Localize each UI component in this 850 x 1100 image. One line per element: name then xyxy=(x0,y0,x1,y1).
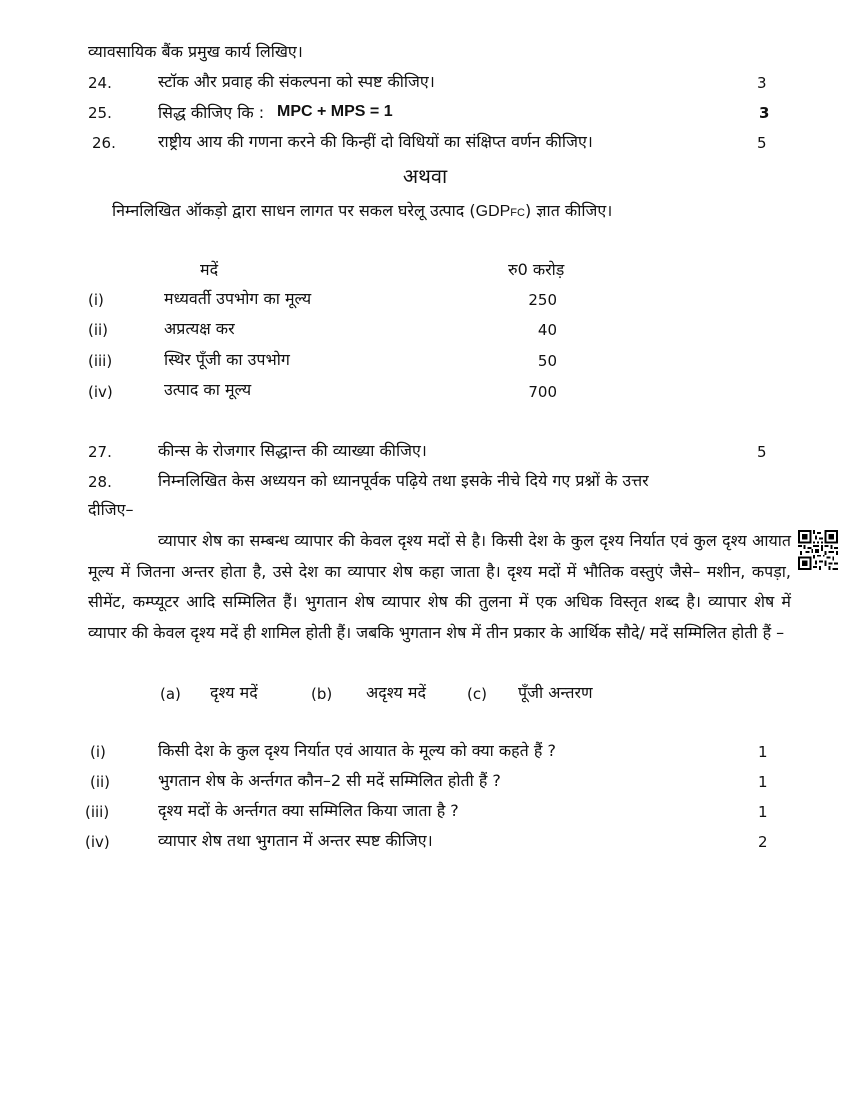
table-header-value: रु0 करोड़ xyxy=(508,260,565,279)
sub-question-text: व्यापार शेष तथा भुगतान में अन्तर स्पष्ट कीजिए। xyxy=(158,831,433,850)
case-item-text-a: दृश्य मदें xyxy=(210,683,258,702)
continued-question-text: व्यावसायिक बैंक प्रमुख कार्य लिखिए। xyxy=(88,42,303,61)
gdp-subscript: FC xyxy=(510,207,525,219)
case-item-label-b: (b) xyxy=(311,685,333,703)
table-row-value: 700 xyxy=(528,383,557,401)
table-row-item: स्थिर पूँजी का उपभोग xyxy=(164,350,290,369)
table-row-item: मध्यवर्ती उपभोग का मूल्य xyxy=(164,289,312,308)
sub-question-marks: 1 xyxy=(758,773,768,791)
case-item-label-a: (a) xyxy=(160,685,181,703)
table-row-number: (iii) xyxy=(88,352,113,370)
question-28-text-line2: दीजिए– xyxy=(88,500,134,519)
case-item-text-c: पूँजी अन्तरण xyxy=(518,683,593,702)
question-26-marks: 5 xyxy=(757,134,767,152)
sub-question-marks: 1 xyxy=(758,743,768,761)
table-row-item: उत्पाद का मूल्य xyxy=(164,380,252,399)
case-study-text: व्यापार शेष का सम्बन्ध व्यापार की केवल दृश्य मदों से है। किसी देश के कुल दृश्य निर्यात एवं कुल दृश्य आयात मूल्य में जितना अन्तर होता है, उसे देश का व्यापार शेष कहा जाता है। दृश्य मदों में भौतिक वस्तुएं जैसे– मशीन, कपड़ा, सीमेंट, कम्प्यूटर आदि सम्मिलित हैं। भुगतान शेष व्यापार शेष की तुलना में एक अधिक विस्तृत शब्द है। व्यापार शेष में व्यापार की केवल दृश्य मदें ही शामिल होती हैं। जबकि भुगतान शेष में तीन प्रकार के आर्थिक सौदे/ मदें सम्मिलित होती हैं – xyxy=(88,531,791,642)
question-24-text: स्टॉक और प्रवाह की संकल्पना को स्पष्ट कीजिए। xyxy=(158,72,435,91)
case-study-paragraph xyxy=(88,526,791,648)
table-row-number: (ii) xyxy=(88,321,109,339)
sub-question-marks: 1 xyxy=(758,803,768,821)
question-25-formula: MPC + MPS = 1 xyxy=(277,103,393,120)
question-27-text: कीन्स के रोजगार सिद्धान्त की व्याख्या कीजिए। xyxy=(158,441,427,460)
question-28-text-line1: निम्नलिखित केस अध्ययन को ध्यानपूर्वक पढ़िये तथा इसके नीचे दिये गए प्रश्नों के उत्तर xyxy=(158,471,649,490)
question-28-number: 28. xyxy=(88,473,112,491)
question-26-text: राष्ट्रीय आय की गणना करने की किन्हीं दो विधियों का संक्षिप्त वर्णन कीजिए। xyxy=(158,132,593,151)
question-25-number: 25. xyxy=(88,104,112,122)
sub-question-number: (i) xyxy=(90,743,106,761)
table-row-value: 50 xyxy=(537,352,557,370)
table-row-number: (iv) xyxy=(88,383,113,401)
question-24-number: 24. xyxy=(88,74,112,92)
question-27-number: 27. xyxy=(88,443,112,461)
qr-code-icon xyxy=(798,530,838,570)
sub-question-number: (iii) xyxy=(85,803,110,821)
gdp-abbreviation: GDP xyxy=(475,203,511,220)
sub-question-text: किसी देश के कुल दृश्य निर्यात एवं आयात के मूल्य को क्या कहते हैं ? xyxy=(158,741,556,760)
sub-question-marks: 2 xyxy=(758,833,768,851)
sub-question-number: (ii) xyxy=(90,773,111,791)
table-row-item: अप्रत्यक्ष कर xyxy=(164,319,235,338)
gdp-question-text: निम्नलिखित ऑकड़ो द्वारा साधन लागत पर सकल घरेलू उत्पाद (GDPFC) ज्ञात कीजिए। xyxy=(112,201,613,220)
question-25-text: सिद्ध कीजिए कि : xyxy=(158,103,265,122)
question-27-marks: 5 xyxy=(757,443,767,461)
table-header-item: मदें xyxy=(200,260,219,279)
question-26-number: 26. xyxy=(92,134,116,152)
sub-question-text: भुगतान शेष के अर्न्तगत कौन–2 सी मदें सम्मिलित होती हैं ? xyxy=(158,771,501,790)
question-24-marks: 3 xyxy=(757,74,767,92)
case-item-text-b: अदृश्य मदें xyxy=(366,683,426,702)
table-row-value: 250 xyxy=(528,291,557,309)
case-item-label-c: (c) xyxy=(467,685,487,703)
table-row-value: 40 xyxy=(537,321,557,339)
table-row-number: (i) xyxy=(88,291,104,309)
sub-question-number: (iv) xyxy=(85,833,110,851)
or-heading: अथवा xyxy=(402,164,448,188)
sub-question-text: दृश्य मदों के अर्न्तगत क्या सम्मिलित किया जाता है ? xyxy=(158,801,459,820)
question-25-marks: 3 xyxy=(759,104,770,122)
